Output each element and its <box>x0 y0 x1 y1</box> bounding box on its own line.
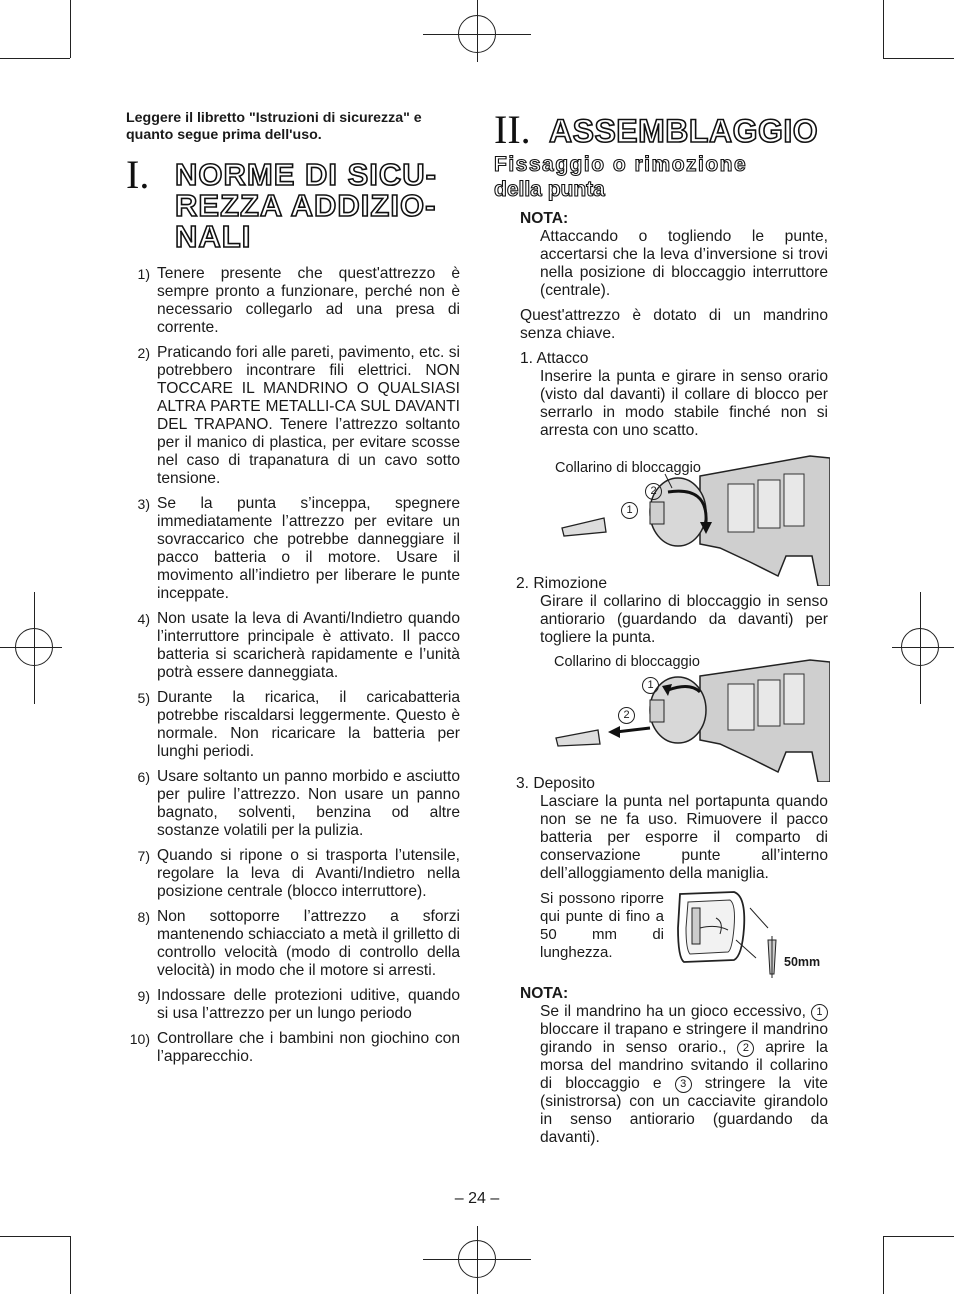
marker-3: 3 <box>675 1076 692 1093</box>
marker-1: 1 <box>621 502 638 519</box>
section2-subtitle: Fissaggio o rimozione della punta <box>494 153 748 201</box>
bit-length-label: 50mm <box>784 955 821 969</box>
list-item: 4) Non usate la leva di Avanti/Indietro quando l’interruttore principale è attivato. Il pacco batteria si scaricherà rapidamente e l’unità potrà essere danneggiata. <box>137 610 460 681</box>
step2-title: 2. Rimozione <box>516 575 608 592</box>
list-item: 7) Quando si ripone o si trasporta l’utensile, regolare la leva di Avanti/Indietro nella posizione centrale (blocco interruttore). <box>137 847 460 900</box>
figure-attach <box>550 452 830 586</box>
nota-text: Attaccando o togliendo le punte, accertarsi che la leva d’inversione si trovi nella posizione di bloccaggio interruttore (centrale). <box>540 228 828 299</box>
left-column <box>126 110 460 1073</box>
nota2-block <box>520 985 828 1147</box>
safety-list <box>126 265 460 1066</box>
marker-2: 2 <box>645 483 662 500</box>
marker-1: 1 <box>642 677 659 694</box>
step1-text: Inserire la punta e girare in senso orario (visto dal davanti) il collare di blocco per serrarlo in modo stabile finché non si arresta con uno scatto. <box>540 368 828 439</box>
step3-title: 3. Deposito <box>516 775 595 792</box>
marker-2: 2 <box>737 1040 754 1057</box>
step3-text: Lasciare la punta nel portapunta quando non se ne fa uso. Rimuovere il pacco batteria per esporre il comparto di conservazione punte all’interno dell’alloggiamento della maniglia. <box>540 793 828 882</box>
section2-heading <box>494 107 834 152</box>
right-column <box>520 210 828 440</box>
list-item: 3) Se la punta s’inceppa, spegnere immediatamente l’attrezzo per evitare un sovraccarico che potrebbe danneggiare il pacco batteria o il motore. Usare il movimento all’indietro per liberare le punte inceppate. <box>137 495 460 602</box>
nota-label: NOTA: <box>520 210 569 227</box>
figure-storage <box>676 888 828 980</box>
drill-illustration <box>550 452 830 586</box>
nota2-text: Se il mandrino ha un gioco eccessivo, 1 bloccare il trapano e stringere il mandrino girando in senso orario., 2 aprire la morsa del mandrino svitando il collarino di bloccaggio e 3 stringere la vite (sinistrorsa) con un cacciavite girandolo in senso antiorario (guardando da davanti). <box>540 1003 828 1146</box>
intro-note: Leggere il libretto "Istruzioni di sicurezza" e quanto segue prima dell'uso. <box>126 110 422 143</box>
page-number: – 24 – <box>454 1190 500 1207</box>
section2-title: ASSEMBLAGGIO <box>549 113 819 149</box>
step1-title: 1. Attacco <box>520 350 589 367</box>
figure-remove <box>550 652 830 782</box>
marker-1: 1 <box>811 1004 828 1021</box>
step3-side-text: Si possono riporre qui punte di fino a 50 mm di lunghezza. <box>540 890 664 961</box>
right-column-step3 <box>516 775 828 883</box>
drill-illustration <box>550 652 830 782</box>
list-item: 5) Durante la ricarica, il caricabatteria potrebbe riscaldarsi leggermente. Questo è normale. Non ricaricare la batteria per lunghi periodi. <box>137 689 460 760</box>
list-item: 10) Controllare che i bambini non giochino con l’apparecchio. <box>129 1030 460 1065</box>
section2-numeral: II. <box>494 107 531 152</box>
list-item: 8) Non sottoporre l’attrezzo a sforzi mantenendo schiacciato a metà il grilletto di controllo velocità (modo di controllo della velocità) in modo che il motore si arresti. <box>137 908 460 979</box>
nota2-label: NOTA: <box>520 985 569 1002</box>
section1-numeral: I. <box>126 152 150 197</box>
list-item: 6) Usare soltanto un panno morbido e asciutto per pulire l’attrezzo. Non usare un panno bagnato, solventi, benzina od altre sostanze volatili per la pulizia. <box>137 768 460 839</box>
step2-text: Girare il collarino di bloccaggio in senso antiorario (guardando da davanti) per togliere la punta. <box>540 593 828 646</box>
list-item: 2) Praticando fori alle pareti, pavimento, etc. si potrebbero incontrare fili elettrici. NON TOCCARE IL MANDRINO O QUALSIASI ALTRA PARTE METALLI-CA SUL DAVANTI DEL TRAPANO. Tenere l’attrezzo soltanto per il manico di plastica, per evitare scosse nel caso di trapanatura di un cavo sotto tensione. <box>137 344 460 487</box>
figure-label: Collarino di bloccaggio <box>554 654 700 670</box>
keyless-text: Quest'attrezzo è dotato di un mandrino senza chiave. <box>520 307 828 342</box>
figure-label: Collarino di bloccaggio <box>555 460 701 476</box>
list-item: 1) Tenere presente che quest'attrezzo è sempre pronto a funzionare, perché non è necessario collegarlo ad una presa di corrente. <box>137 265 460 336</box>
section1-title: NORME DI SICU- REZZA ADDIZIO- NALI <box>175 157 437 254</box>
section1-heading <box>126 152 460 254</box>
right-column-step2 <box>516 575 828 647</box>
list-item: 9) Indossare delle protezioni uditive, quando si usa l’attrezzo per un lungo periodo <box>137 987 460 1022</box>
marker-2: 2 <box>618 707 635 724</box>
